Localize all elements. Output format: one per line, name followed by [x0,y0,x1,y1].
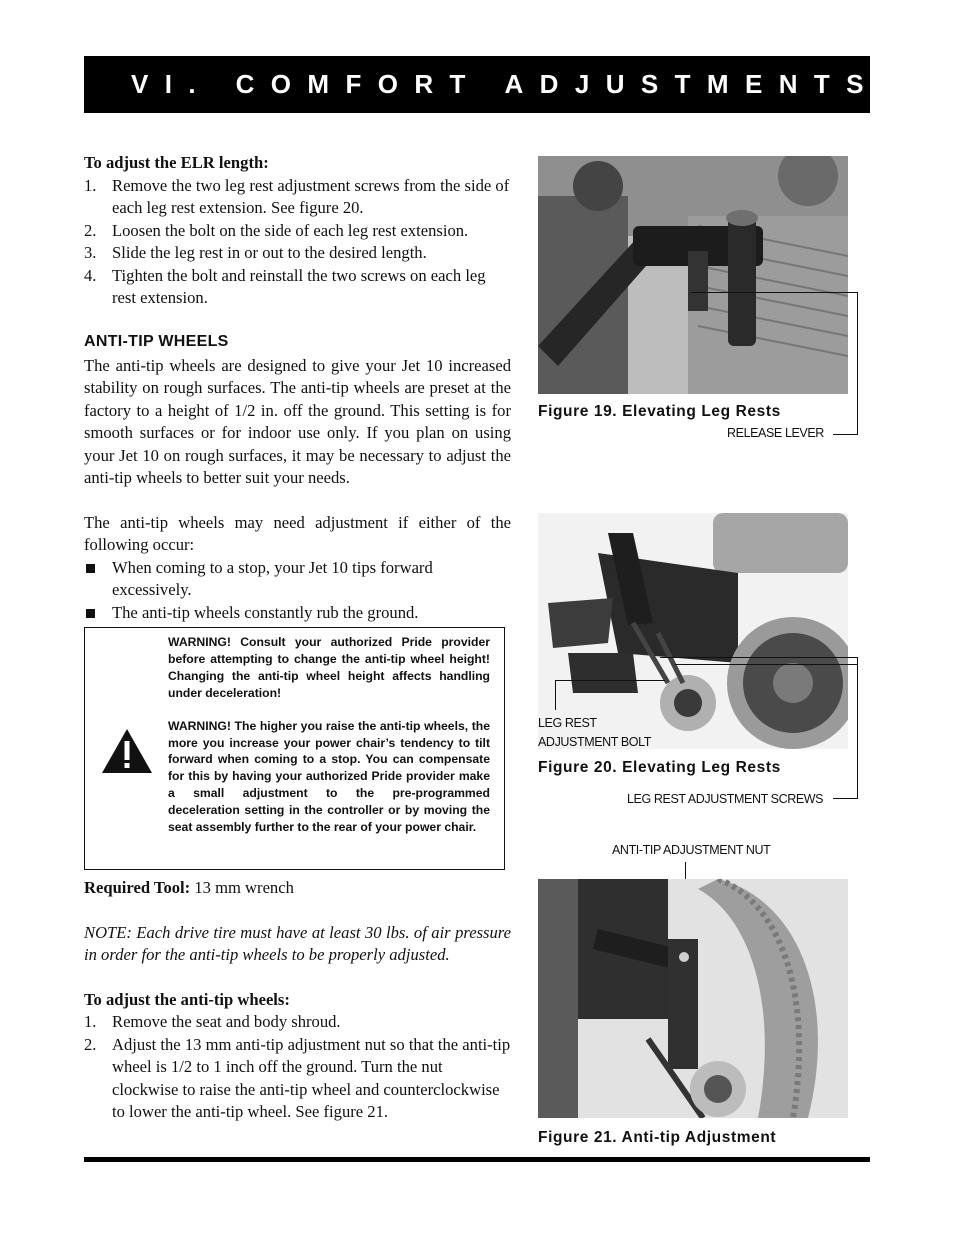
callout-line [833,798,858,799]
warning-text [168,634,490,836]
bullet-square-icon [86,609,95,618]
figure-21-caption: Figure 21. Anti-tip Adjustment [538,1129,777,1146]
list-item: 1. Remove the seat and body shroud. [84,1012,341,1031]
callout-line [857,292,858,435]
callout-line [660,657,858,658]
figure-21-photo [538,879,848,1118]
callout-leg-rest-adjustment-screws: LEG REST ADJUSTMENT SCREWS [627,792,824,806]
antitip-heading: ANTI-TIP WHEELS [84,333,229,350]
callout-line [691,292,858,293]
air-pressure-note: NOTE: Each drive tire must have at least 30 lbs. of air pressure in order for the anti-tip wheels to be properly adjusted. [84,922,511,964]
warning-2: WARNING! The higher you raise the anti-tip wheels, the more you increase your power chair’s tendency to tilt forward when coming to a stop. You can compensate for this by having your authorized Pride provider make a small adjustment to the pre-programmed deceleration setting in the controller or by moving the seat assembly further to the rear of your power chair. [168,718,490,835]
antitip-steps-heading: To adjust the anti-tip wheels: [84,989,290,1009]
callout-line [857,657,858,799]
list-item: 2. Adjust the 13 mm anti-tip adjustment nut so that the anti-tip wheel is 1/2 to 1 inch off the ground. Turn the nut clockwise to raise the anti-tip wheel and counterclockwise to lower the anti-tip wheel. See figure 21. [84,1034,511,1121]
callout-leg-rest-adjustment-bolt-line-1: LEG REST [538,716,597,730]
antitip-section [84,331,511,624]
list-item: The anti-tip wheels constantly rub the ground. [84,602,511,625]
list-item: When coming to a stop, your Jet 10 tips forward excessively. [84,557,511,602]
warning-triangle-icon [101,728,153,774]
antitip-procedure [84,877,511,1124]
antitip-intro-paragraph: The anti-tip wheels are designed to give your Jet 10 increased stability on rough surfaces. The anti-tip wheels are preset at the factory to a height of 1/2 in. off the ground. This setting is for smooth surfaces or for indoor use only. If you plan on using your Jet 10 on rough surfaces, it may be necessary to adjust the anti-tip wheels to better suit your needs. [84,355,511,487]
callout-line [555,680,556,710]
callout-release-lever: RELEASE LEVER [727,426,824,440]
required-tool: Required Tool: 13 mm wrench [84,878,294,897]
section-title: VI. COMFORT ADJUSTMENTS [131,69,880,99]
antitip-conditions-paragraph: The anti-tip wheels may need adjustment if either of the following occur: [84,512,511,554]
antitip-conditions-list [84,557,511,625]
antitip-steps [84,1011,511,1124]
warning-1: WARNING! Consult your authorized Pride provider before attempting to change the anti-tip wheel height! Changing the anti-tip wheel height affects handling under deceleration! [168,635,490,700]
list-item: 3. Slide the leg rest in or out to the desired length. [84,243,427,262]
callout-line [833,434,858,435]
list-item: 4. Tighten the bolt and reinstall the two screws on each leg rest extension. [84,265,486,307]
figure-20-caption: Figure 20. Elevating Leg Rests [538,759,781,776]
list-item: 1. Remove the two leg rest adjustment screws from the side of each leg rest extension. See figure 20. [84,175,510,217]
figure-19-photo [538,156,848,394]
bullet-square-icon [86,564,95,573]
elr-heading: To adjust the ELR length: [84,153,269,172]
list-item: 2. Loosen the bolt on the side of each leg rest extension. [84,220,469,240]
section-header-banner [84,56,880,113]
callout-line [675,664,858,665]
warning-box [84,627,505,870]
callout-line [555,680,665,681]
figure-19-caption: Figure 19. Elevating Leg Rests [538,403,781,420]
callout-anti-tip-adjustment-nut: ANTI-TIP ADJUSTMENT NUT [612,843,771,857]
callout-leg-rest-adjustment-bolt-line-2: ADJUSTMENT BOLT [538,735,651,749]
bottom-rule [84,1157,870,1162]
elr-section [84,152,511,310]
elr-steps [84,175,511,310]
